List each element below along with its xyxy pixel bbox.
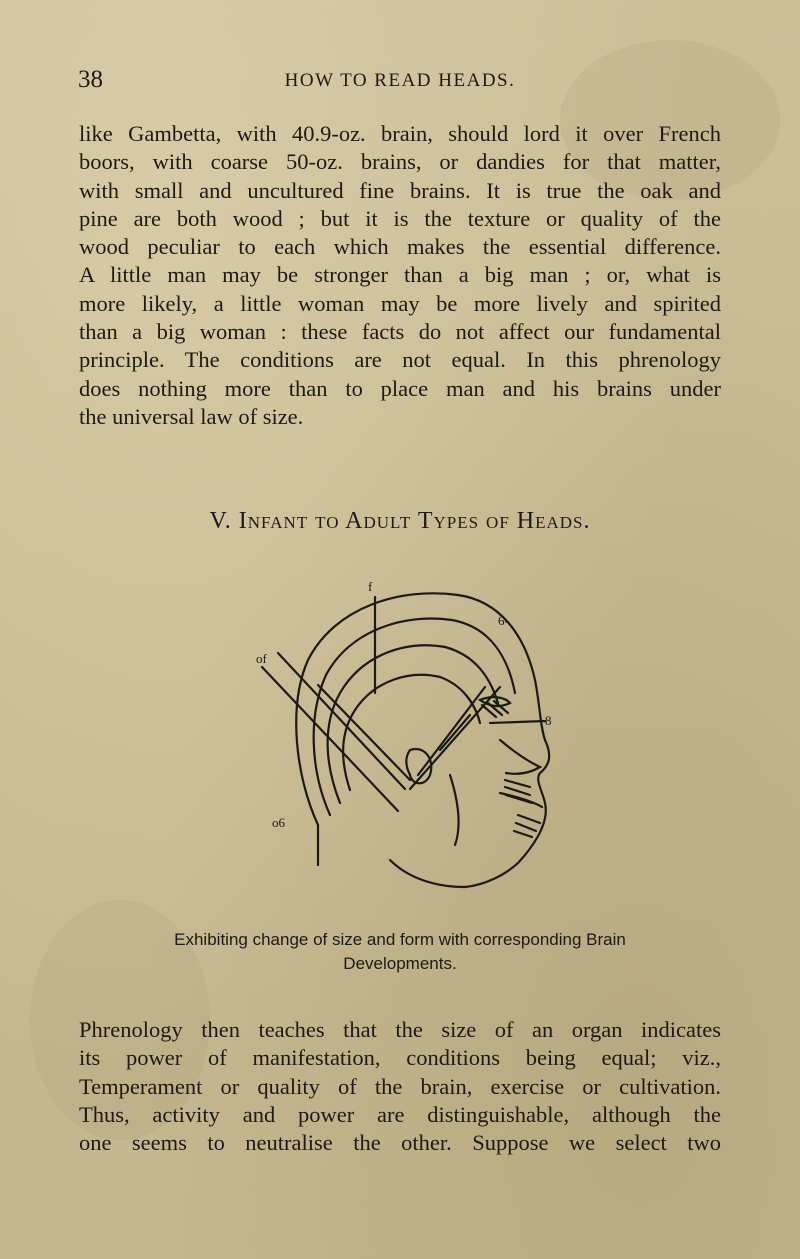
adult-skull-outline <box>296 593 549 887</box>
text-line: with small and uncultured fine brains. It is true the oak and <box>79 177 721 203</box>
section-title: Infant to Adult Types of Heads. <box>238 508 591 534</box>
text-line: the universal law of size. <box>79 403 304 429</box>
neck-line <box>450 775 459 845</box>
text-line: one seems to neutralise the other. Suppose we select two <box>79 1130 721 1156</box>
text-line: boors, with coarse 50-oz. brains, or dandies for that matter, <box>79 149 721 175</box>
text-line: Phrenology then teaches that the size of an organ indicates <box>79 1017 721 1042</box>
nose-outline <box>500 740 540 774</box>
hatching <box>514 815 540 837</box>
paragraph-2 <box>79 1016 721 1157</box>
section-numeral: V. <box>209 508 232 534</box>
horizontal-line <box>490 721 545 723</box>
text-line: does nothing more than to place man and his brains under <box>79 375 721 401</box>
text-line: more likely, a little woman may be more lively and spirited <box>79 290 721 316</box>
figure-label: f <box>368 579 373 594</box>
text-line: than a big woman : these facts do not affect our fundamental <box>79 319 721 345</box>
figure-label: of <box>256 651 267 666</box>
running-head: HOW TO READ HEADS. <box>284 70 516 91</box>
paragraph-1 <box>79 120 721 431</box>
section-heading <box>0 508 800 535</box>
figure-label: 8 <box>545 713 552 728</box>
caption-line: Exhibiting change of size and form with corresponding Brain <box>174 930 626 949</box>
diagonal-line <box>410 687 500 789</box>
text-line: its power of manifestation, conditions being equal; viz., <box>79 1045 721 1071</box>
text-line: Temperament or quality of the brain, exercise or cultivation. <box>79 1073 721 1099</box>
page-header <box>0 64 800 104</box>
figure-label: o6 <box>272 815 285 830</box>
head-types-illustration <box>200 575 600 900</box>
text-line: principle. The conditions are not equal. In this phrenology <box>79 347 721 373</box>
diagonal-line <box>440 715 470 750</box>
jaw-outline <box>390 860 465 887</box>
caption-line: Developments. <box>343 954 457 973</box>
text-line: pine are both wood ; but it is the texture or quality of the <box>79 205 721 231</box>
page-number: 38 <box>78 66 103 93</box>
text-line: wood peculiar to each which makes the essential difference. <box>79 234 721 260</box>
figure-label: 6- <box>498 613 509 628</box>
text-line: A little man may be stronger than a big man ; or, what is <box>79 262 721 288</box>
text-line: like Gambetta, with 40.9-oz. brain, should lord it over French <box>79 121 721 146</box>
text-line: Thus, activity and power are distinguishable, although the <box>79 1101 721 1127</box>
figure-caption <box>0 928 800 976</box>
diagonal-line <box>418 687 485 775</box>
